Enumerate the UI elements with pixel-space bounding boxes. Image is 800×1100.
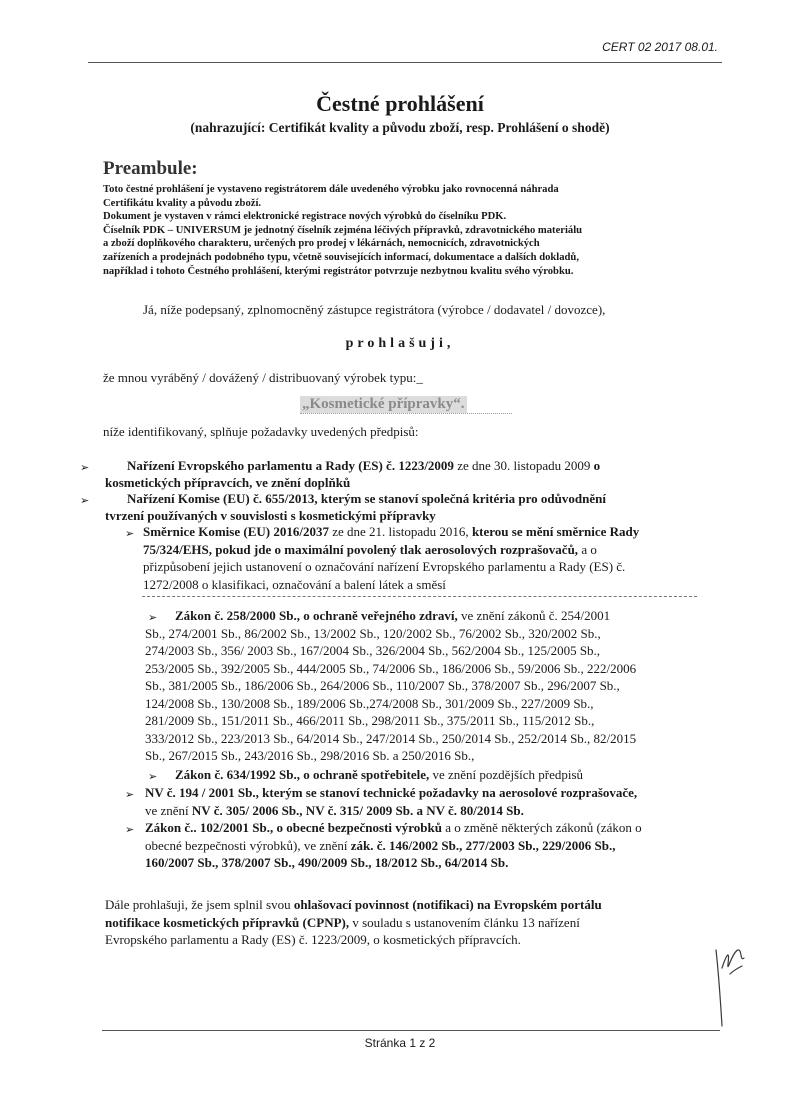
- regulation-4: Zákon č. 258/2000 Sb., o ochraně veřejného zdraví, ve znění zákonů č. 254/2001: [175, 608, 611, 623]
- preamble-line: Dokument je vystaven v rámci elektronické registrace nových výrobků do číselníku PDK.: [103, 211, 507, 223]
- regulation-4-cont: Sb., 274/2001 Sb., 86/2002 Sb., 13/2002 Sb., 120/2002 Sb., 76/2002 Sb., 320/2002 Sb., 274/2003 Sb., 356/ 2003 Sb., 167/2004 Sb., 326/2004 Sb., 562/2004 Sb., 125/2005 Sb., 253/2005 Sb., 392/2005 Sb., 444/2005 Sb., 74/2006 Sb., 186/2006 Sb., 59/2006 Sb., 222/2006 Sb., 381/2005 Sb., 186/2006 Sb., 264/2006 Sb., 110/2007 Sb., 378/2007 Sb., 296/2007 Sb., 124/2008 Sb., 130/2008 Sb., 189/2006 Sb.,274/2008 Sb., 301/2009 Sb., 227/2009 Sb., 281/2009 Sb., 151/2011 Sb., 466/2011 Sb., 298/2011 Sb., 375/2011 Sb., 115/2012 Sb., 333/2012 Sb., 223/2013 Sb., 64/2014 Sb., 247/2014 Sb., 250/2014 Sb., 252/2014 Sb., 82/2015 Sb., 267/2015 Sb., 243/2016 Sb., 298/2016 Sb. a 250/2016 Sb.,: [145, 625, 637, 763]
- regulation-6: NV č. 194 / 2001 Sb., kterým se stanoví technické požadavky na aerosolové rozprašovače, ve znění NV č. 305/ 2006 Sb., NV č. 315/ 2009 Sb. a NV č. 80/2014 Sb.: [145, 785, 638, 818]
- preamble-line: zařízeních a prodejnách podobného typu, včetně souvisejících informací, dokumentace a dalších dokladů,: [103, 251, 579, 263]
- footer-rule: [102, 1030, 720, 1031]
- preamble-line: Certifikátu kvality a původu zboží.: [103, 197, 262, 209]
- regulation-1-cont: kosmetických přípravcích, ve znění doplňků: [105, 475, 351, 490]
- regulation-1: Nařízení Evropského parlamentu a Rady (ES) č. 1223/2009 ze dne 30. listopadu 2009 o: [127, 458, 601, 473]
- preamble-line: Číselník PDK – UNIVERSUM je jednotný číselník zejména léčivých přípravků, zdravotnického materiálu: [103, 224, 583, 236]
- product-type-underline: [300, 413, 512, 414]
- identified-line: níže identifikovaný, splňuje požadavky uvedených předpisů:: [103, 424, 419, 439]
- product-type-line: že mnou vyráběný / dovážený / distribuovaný výrobek typu:_: [103, 370, 423, 385]
- arrow-bullet-icon: ➢: [125, 527, 135, 540]
- declaration-heading: prohlašuji,: [345, 336, 455, 351]
- signature-icon: [708, 938, 758, 1028]
- preamble-text: [103, 183, 713, 278]
- preamble-line: a zboží doplňkového charakteru, určených pro prodej v lékárnách, nemocnicích, zdravotnických: [103, 238, 540, 250]
- arrow-bullet-icon: ➢: [80, 461, 90, 474]
- page-title: Čestné prohlášení: [316, 91, 484, 116]
- arrow-bullet-icon: ➢: [80, 494, 90, 507]
- regulation-7: Zákon č.. 102/2001 Sb., o obecné bezpečnosti výrobků a o změně některých zákonů (zákon o obecné bezpečnosti výrobků), ve znění zák. č. 146/2002 Sb., 277/2003 Sb., 229/2006 Sb., 160/2007 Sb., 378/2007 Sb., 490/2009 Sb., 18/2012 Sb., 64/2014 Sb.: [145, 820, 642, 870]
- product-type-value: „Kosmetické přípravky“.: [302, 396, 465, 412]
- page-number: Stránka 1 z 2: [364, 1036, 436, 1050]
- page-subtitle: (nahrazující: Certifikát kvality a původu zboží, resp. Prohlášení o shodě): [190, 120, 610, 135]
- arrow-bullet-icon: ➢: [125, 823, 135, 836]
- cert-code: CERT 02 2017 08.01.: [602, 40, 718, 54]
- regulation-3: Směrnice Komise (EU) 2016/2037 ze dne 21. listopadu 2016, kterou se mění směrnice Rady 75/324/EHS, pokud jde o maximální povolený tlak aerosolových rozprašovačů, a o přizpůsobení jejich ustanovení o označování nařízení Evropského parlamentu a Rady (ES) č. 1272/2008 o klasifikaci, označování a balení látek a směsí: [143, 524, 640, 592]
- notification-paragraph: Dále prohlašuji, že jsem splnil svou ohlašovací povinnost (notifikaci) na Evropském portálu notifikace kosmetických přípravků (CPNP), v souladu s ustanovením článku 13 nařízení Evropského parlamentu a Rady (ES) č. 1223/2009, o kosmetických přípravcích.: [105, 897, 602, 947]
- arrow-bullet-icon: ➢: [148, 770, 158, 783]
- arrow-bullet-icon: ➢: [148, 611, 158, 624]
- regulation-5: Zákon č. 634/1992 Sb., o ochraně spotřebitele, ve znění pozdějších předpisů: [175, 767, 584, 782]
- arrow-bullet-icon: ➢: [125, 788, 135, 801]
- preamble-line: například i tohoto Čestného prohlášení, kterými registrátor potvrzuje nezbytnou kvalitu svého výrobku.: [103, 265, 574, 277]
- regulation-2-cont: tvrzení používaných v souvislosti s kosmetickými přípravky: [105, 508, 436, 523]
- preamble-heading: Preambule:: [103, 158, 198, 179]
- regulation-2: Nařízení Komise (EU) č. 655/2013, kterým se stanoví společná kritéria pro odůvodnění: [127, 491, 606, 506]
- preamble-line: Toto čestné prohlášení je vystaveno registrátorem dále uvedeného výrobku jako rovnocenná náhrada: [103, 184, 559, 195]
- header-rule: [88, 62, 722, 63]
- section-separator: [142, 596, 697, 597]
- intro-line: Já, níže podepsaný, zplnomocněný zástupce registrátora (výrobce / dodavatel / dovozce),: [143, 302, 606, 317]
